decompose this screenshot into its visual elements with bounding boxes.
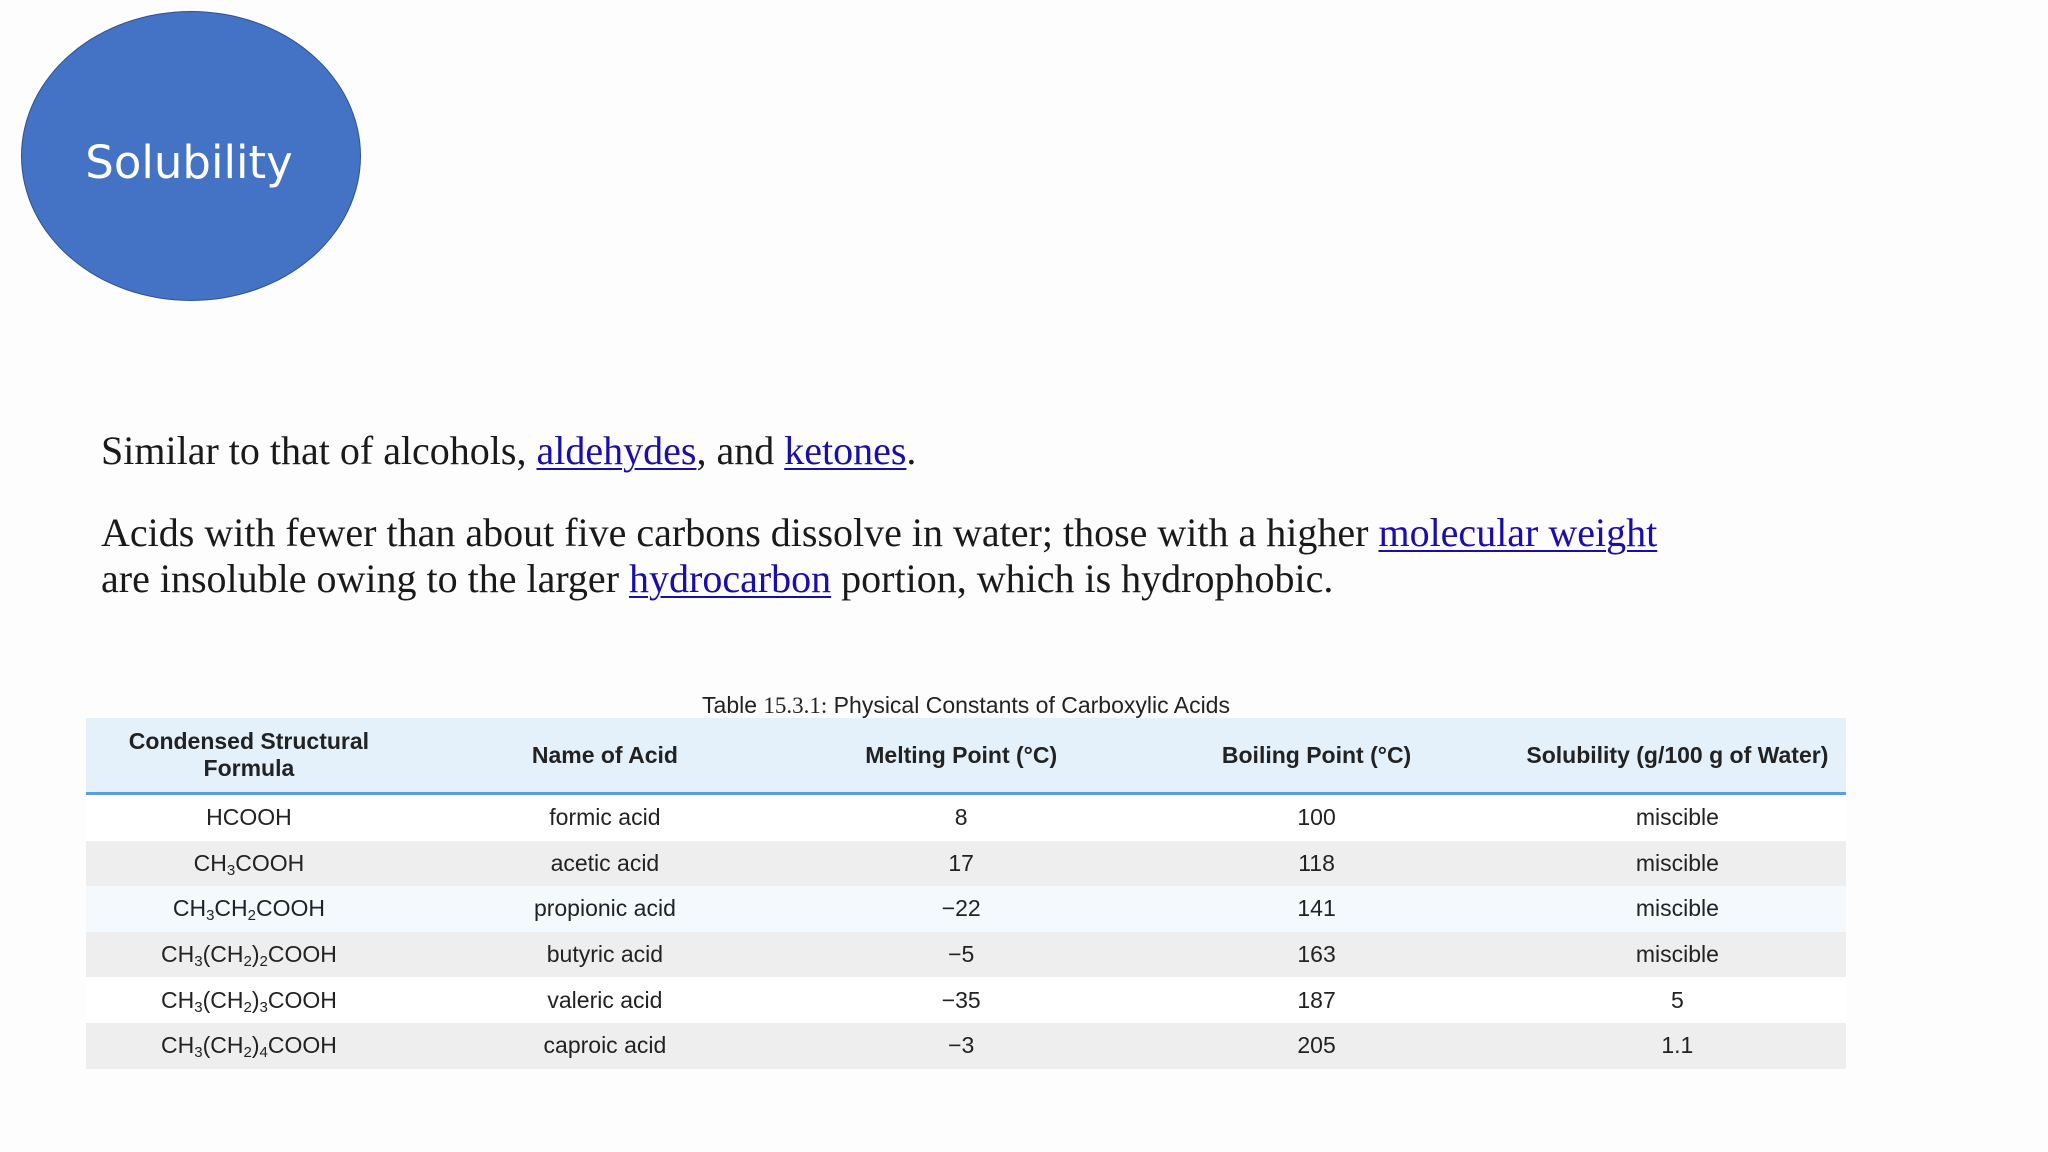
formula-subscript: 2 [259,953,268,971]
title-oval [21,11,361,301]
formula-part: CH [161,986,195,1013]
caption-suffix: Physical Constants of Carboxylic Acids [827,692,1230,718]
table-row [86,794,1846,841]
cell-solubility: miscible [1509,932,1846,978]
cell-boiling-point: 100 [1124,794,1508,841]
formula-part: COOH [267,941,337,968]
cell-name: propionic acid [412,886,798,932]
paragraph-text: . [906,428,917,473]
cell-formula [86,886,412,932]
slide-title: Solubility [85,136,293,189]
formula-subscript: 3 [194,953,203,971]
link-aldehydes[interactable]: aldehydes [536,428,697,473]
table-row [86,977,1846,1023]
header-solubility: Solubility (g/100 g of Water) [1509,718,1846,794]
cell-melting-point: −5 [798,932,1124,978]
table-row [86,841,1846,887]
table-caption [86,692,1846,719]
cell-boiling-point: 187 [1124,977,1508,1023]
formula-part: CH [214,895,248,922]
cell-solubility: 1.1 [1509,1023,1846,1069]
header-boiling-point: Boiling Point (°C) [1124,718,1508,794]
cell-boiling-point: 163 [1124,932,1508,978]
paragraph-solubility-rule [101,510,1661,602]
cell-melting-point: 17 [798,841,1124,887]
table-row [86,1023,1846,1069]
formula-subscript: 3 [226,861,236,879]
formula-part: CH [172,895,207,922]
formula-subscript: 3 [206,907,215,925]
link-molecular-weight[interactable]: molecular weight [1378,510,1658,555]
caption-number: 15.3.1: [763,693,828,718]
formula-subscript: 4 [259,1044,268,1062]
cell-melting-point: −35 [798,977,1124,1023]
header-name: Name of Acid [412,718,798,794]
formula-subscript: 3 [259,998,268,1016]
cell-name: valeric acid [412,977,798,1023]
cell-formula [86,1023,412,1069]
cell-boiling-point: 118 [1124,841,1508,887]
formula-part: ) [251,1032,260,1059]
link-hydrocarbon[interactable]: hydrocarbon [629,556,832,601]
cell-name: formic acid [412,794,798,841]
table-row [86,886,1846,932]
cell-solubility: miscible [1509,886,1846,932]
paragraph-text: are insoluble owing to the larger [101,556,630,601]
formula-part: (CH [202,986,244,1013]
formula-subscript: 2 [247,907,256,925]
formula-part: ) [251,986,260,1013]
header-melting-point: Melting Point (°C) [798,718,1124,794]
formula-part: COOH [267,1032,337,1059]
cell-name: acetic acid [412,841,798,887]
cell-formula [86,932,412,978]
header-formula: Condensed Structural Formula [86,718,412,794]
formula-subscript: 2 [243,953,252,971]
cell-boiling-point: 141 [1124,886,1508,932]
carboxylic-acids-table [86,718,1846,1069]
formula-part: COOH [255,895,325,922]
formula-subscript: 2 [243,998,252,1016]
formula-part: CH [161,941,195,968]
formula-part: COOH [235,849,305,876]
cell-formula [86,841,412,887]
cell-formula [86,794,412,841]
cell-melting-point: 8 [798,794,1124,841]
formula-part: (CH [202,1032,244,1059]
cell-solubility: 5 [1509,977,1846,1023]
formula-part: HCOOH [206,804,292,831]
cell-solubility: miscible [1509,841,1846,887]
formula-subscript: 3 [194,1044,203,1062]
formula-part: CH [161,1032,195,1059]
formula-part: COOH [267,986,337,1013]
formula-part: ) [251,941,260,968]
cell-name: butyric acid [412,932,798,978]
paragraph-text: portion, which is hydrophobic. [831,556,1334,601]
paragraph-text: Acids with fewer than about five carbons dissolve in water; those with a higher [101,510,1379,555]
table-header-row [86,718,1846,794]
paragraph-text: Similar to that of alcohols, [101,428,537,473]
cell-solubility: miscible [1509,794,1846,841]
link-ketones[interactable]: ketones [784,428,907,473]
table-body [86,794,1846,1069]
paragraph-text: , and [696,428,785,473]
cell-boiling-point: 205 [1124,1023,1508,1069]
cell-melting-point: −22 [798,886,1124,932]
cell-formula [86,977,412,1023]
table-row [86,932,1846,978]
formula-subscript: 2 [243,1044,252,1062]
formula-part: (CH [202,941,244,968]
formula-subscript: 3 [194,998,203,1016]
paragraph-similarity [101,428,1661,474]
caption-prefix: Table [702,692,764,718]
cell-melting-point: −3 [798,1023,1124,1069]
formula-part: CH [193,849,227,876]
cell-name: caproic acid [412,1023,798,1069]
